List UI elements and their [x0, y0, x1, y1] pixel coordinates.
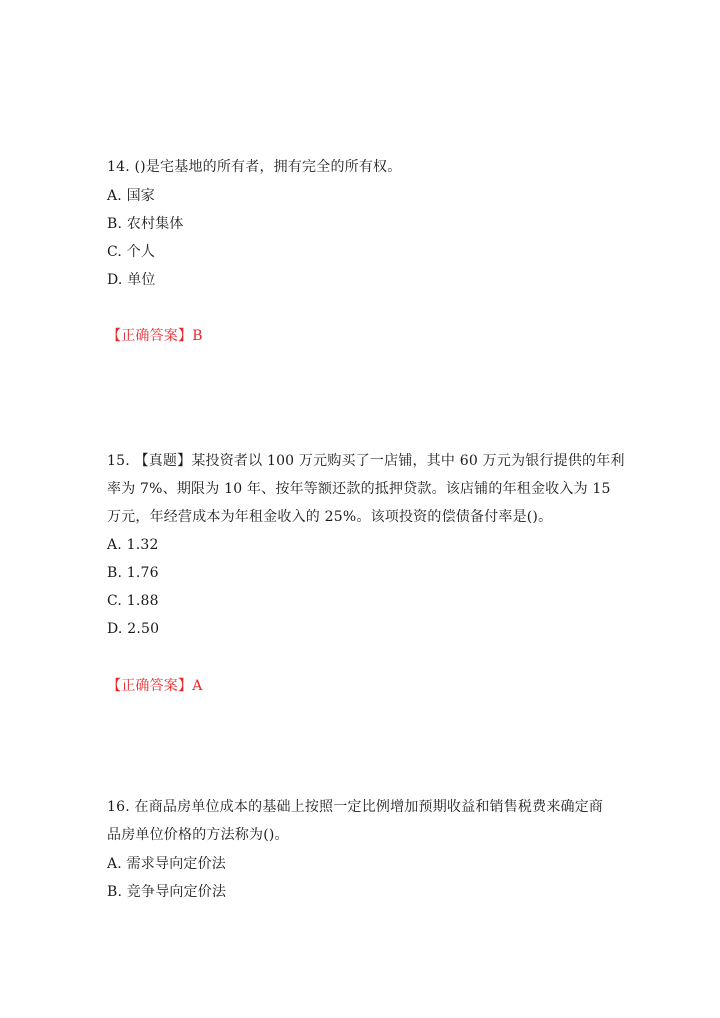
- question-15-stem-line-1: 15. 【真题】某投资者以 100 万元购买了一店铺，其中 60 万元为银行提供的年利: [107, 453, 625, 469]
- question-14-option-c: C. 个人: [107, 244, 156, 260]
- question-14-stem: 14. ()是宅基地的所有者，拥有完全的所有权。: [107, 159, 402, 175]
- question-14-option-b: B. 农村集体: [107, 216, 184, 232]
- question-14-answer: 【正确答案】B: [107, 328, 203, 344]
- question-15-option-b: B. 1.76: [107, 565, 159, 581]
- question-15-stem-line-3: 万元，年经营成本为年租金收入的 25%。该项投资的偿债备付率是()。: [107, 509, 553, 525]
- question-15-option-d: D. 2.50: [107, 621, 160, 637]
- question-14-option-a: A. 国家: [107, 188, 156, 204]
- question-15-option-a: A. 1.32: [107, 537, 159, 553]
- question-16-stem-line-1: 16. 在商品房单位成本的基础上按照一定比例增加预期收益和销售税费来确定商: [107, 799, 604, 815]
- question-16-option-b: B. 竞争导向定价法: [107, 884, 227, 900]
- question-15-stem-line-2: 率为 7%、期限为 10 年、按年等额还款的抵押贷款。该店铺的年租金收入为 15: [107, 481, 611, 497]
- question-15-answer: 【正确答案】A: [107, 678, 203, 694]
- question-15-option-c: C. 1.88: [107, 593, 159, 609]
- question-16-option-a: A. 需求导向定价法: [107, 856, 227, 872]
- question-14-option-d: D. 单位: [107, 272, 156, 288]
- question-16-stem-line-2: 品房单位价格的方法称为()。: [107, 827, 289, 843]
